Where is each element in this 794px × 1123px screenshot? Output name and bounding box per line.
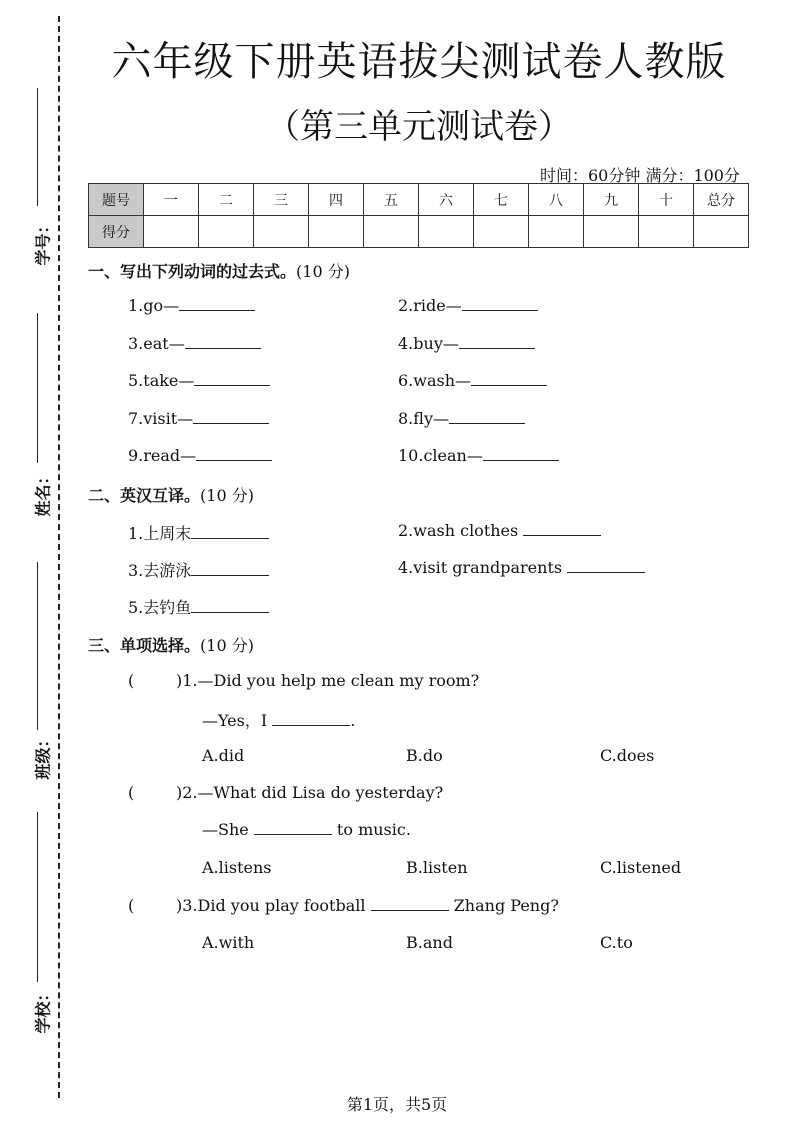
- score-col: 七: [474, 184, 529, 216]
- score-cell: [474, 216, 529, 248]
- page-title: 六年级下册英语拔尖测试卷人教版: [111, 39, 727, 85]
- score-col: 十: [639, 184, 694, 216]
- s1-item: [398, 296, 538, 315]
- s1-item: [398, 334, 535, 353]
- s2-item: [128, 595, 269, 618]
- q1-line2-a: —Yes，I: [202, 711, 273, 730]
- score-cell: [419, 216, 474, 248]
- section3-title: 三、单项选择。: [88, 636, 201, 655]
- s1-item-text: 5.take—: [128, 371, 195, 390]
- q2-question: )2.—What did Lisa do yesterday?: [176, 783, 444, 802]
- s1-item: [128, 296, 255, 315]
- student-no-line: [37, 88, 38, 206]
- score-cell: [694, 216, 749, 248]
- s2-item-text: 4.visit grandparents: [398, 558, 568, 577]
- q2-option-c[interactable]: C.listened: [600, 858, 682, 877]
- score-cell: [639, 216, 694, 248]
- score-table-row1-label: 题号: [89, 184, 144, 216]
- s1-item-text: 6.wash—: [398, 371, 472, 390]
- answer-blank[interactable]: [567, 558, 645, 573]
- answer-blank[interactable]: [254, 820, 332, 835]
- section1-title: 一、写出下列动词的过去式。: [88, 262, 297, 281]
- score-cell: [144, 216, 199, 248]
- s2-item-text: 1.上周末: [128, 524, 192, 543]
- q2-line2-b: to music.: [331, 820, 411, 839]
- score-col: 二: [199, 184, 254, 216]
- answer-blank[interactable]: [459, 334, 535, 349]
- s1-item-text: 10.clean—: [398, 446, 483, 465]
- section3-heading: [88, 633, 254, 656]
- school-line: [37, 812, 38, 982]
- score-cell: [199, 216, 254, 248]
- answer-blank[interactable]: [449, 409, 525, 424]
- q2-line2-a: —She: [202, 820, 254, 839]
- s1-item: [128, 409, 269, 428]
- s2-item-text: 2.wash clothes: [398, 521, 524, 540]
- s1-item: [398, 409, 525, 428]
- q3-question-b: Zhang Peng?: [448, 896, 559, 915]
- answer-blank[interactable]: [191, 524, 269, 539]
- q1-option-a[interactable]: A.did: [202, 746, 245, 765]
- answer-blank[interactable]: [462, 296, 538, 311]
- score-col-total: 总分: [694, 184, 749, 216]
- q3-question-a: )3.Did you play football: [176, 896, 371, 915]
- section1-points: (10 分): [296, 262, 350, 281]
- score-table: [88, 183, 749, 248]
- q3-option-a[interactable]: A.with: [202, 933, 255, 952]
- score-cell: [529, 216, 584, 248]
- s1-item-text: 1.go—: [128, 296, 180, 315]
- q1-paren[interactable]: (: [128, 671, 135, 690]
- binding-dashed-line: [58, 16, 60, 1098]
- s2-item-text: 5.去钓鱼: [128, 598, 192, 617]
- q2-paren[interactable]: (: [128, 783, 135, 802]
- s2-item: [128, 558, 269, 581]
- section2-points: (10 分): [200, 486, 254, 505]
- s2-item: [398, 521, 601, 540]
- q3-question: [176, 896, 559, 915]
- answer-blank[interactable]: [194, 371, 270, 386]
- answer-blank[interactable]: [272, 711, 350, 726]
- score-col: 一: [144, 184, 199, 216]
- score-col: 三: [254, 184, 309, 216]
- score-cell: [584, 216, 639, 248]
- s1-item-text: 4.buy—: [398, 334, 459, 353]
- s1-item-text: 2.ride—: [398, 296, 462, 315]
- s1-item-text: 8.fly—: [398, 409, 449, 428]
- answer-blank[interactable]: [196, 446, 272, 461]
- answer-blank[interactable]: [191, 561, 269, 576]
- s2-item-text: 3.去游泳: [128, 561, 192, 580]
- answer-blank[interactable]: [191, 598, 269, 613]
- s1-item: [398, 371, 547, 390]
- q2-option-b[interactable]: B.listen: [406, 858, 468, 877]
- name-label: 姓名：: [33, 468, 53, 517]
- score-cell: [309, 216, 364, 248]
- answer-blank[interactable]: [483, 446, 559, 461]
- page-subtitle: （第三单元测试卷）: [266, 107, 572, 147]
- s1-item-text: 9.read—: [128, 446, 197, 465]
- score-col: 九: [584, 184, 639, 216]
- answer-blank[interactable]: [179, 296, 255, 311]
- q1-option-b[interactable]: B.do: [406, 746, 443, 765]
- school-label: 学校：: [33, 985, 53, 1034]
- score-col: 六: [419, 184, 474, 216]
- section2-title: 二、英汉互译。: [88, 486, 201, 505]
- q2-line2: [202, 820, 411, 839]
- answer-blank[interactable]: [193, 409, 269, 424]
- s2-item: [128, 521, 269, 544]
- q2-option-a[interactable]: A.listens: [202, 858, 272, 877]
- class-line: [37, 562, 38, 730]
- answer-blank[interactable]: [471, 371, 547, 386]
- score-col: 四: [309, 184, 364, 216]
- s1-item-text: 7.visit—: [128, 409, 194, 428]
- score-table-score-row: [89, 216, 749, 248]
- q1-line2-b: .: [350, 711, 356, 730]
- score-cell: [364, 216, 419, 248]
- time-info: 时间：60分钟 满分：100分: [540, 166, 740, 185]
- s1-item: [128, 371, 270, 390]
- class-label: 班级：: [33, 731, 53, 780]
- section3-points: (10 分): [200, 636, 254, 655]
- s2-item: [398, 558, 645, 577]
- score-col: 五: [364, 184, 419, 216]
- answer-blank[interactable]: [523, 521, 601, 536]
- q1-option-c[interactable]: C.does: [600, 746, 655, 765]
- answer-blank[interactable]: [371, 896, 449, 911]
- q3-paren[interactable]: (: [128, 896, 135, 915]
- section1-heading: [88, 259, 350, 282]
- answer-blank[interactable]: [185, 334, 261, 349]
- score-table-row2-label: 得分: [89, 216, 144, 248]
- q1-line2: [202, 708, 355, 731]
- q1-question: )1.—Did you help me clean my room?: [176, 671, 480, 690]
- q3-option-c[interactable]: C.to: [600, 933, 633, 952]
- score-col: 八: [529, 184, 584, 216]
- s1-item: [128, 334, 261, 353]
- score-table-header-row: [89, 184, 749, 216]
- s1-item: [398, 446, 559, 465]
- section2-heading: [88, 483, 254, 506]
- s1-item-text: 3.eat—: [128, 334, 185, 353]
- student-no-label: 学号：: [33, 217, 53, 266]
- score-cell: [254, 216, 309, 248]
- page-footer: 第1页，共5页: [346, 1095, 448, 1114]
- name-line: [37, 313, 38, 463]
- q3-option-b[interactable]: B.and: [406, 933, 453, 952]
- s1-item: [128, 446, 272, 465]
